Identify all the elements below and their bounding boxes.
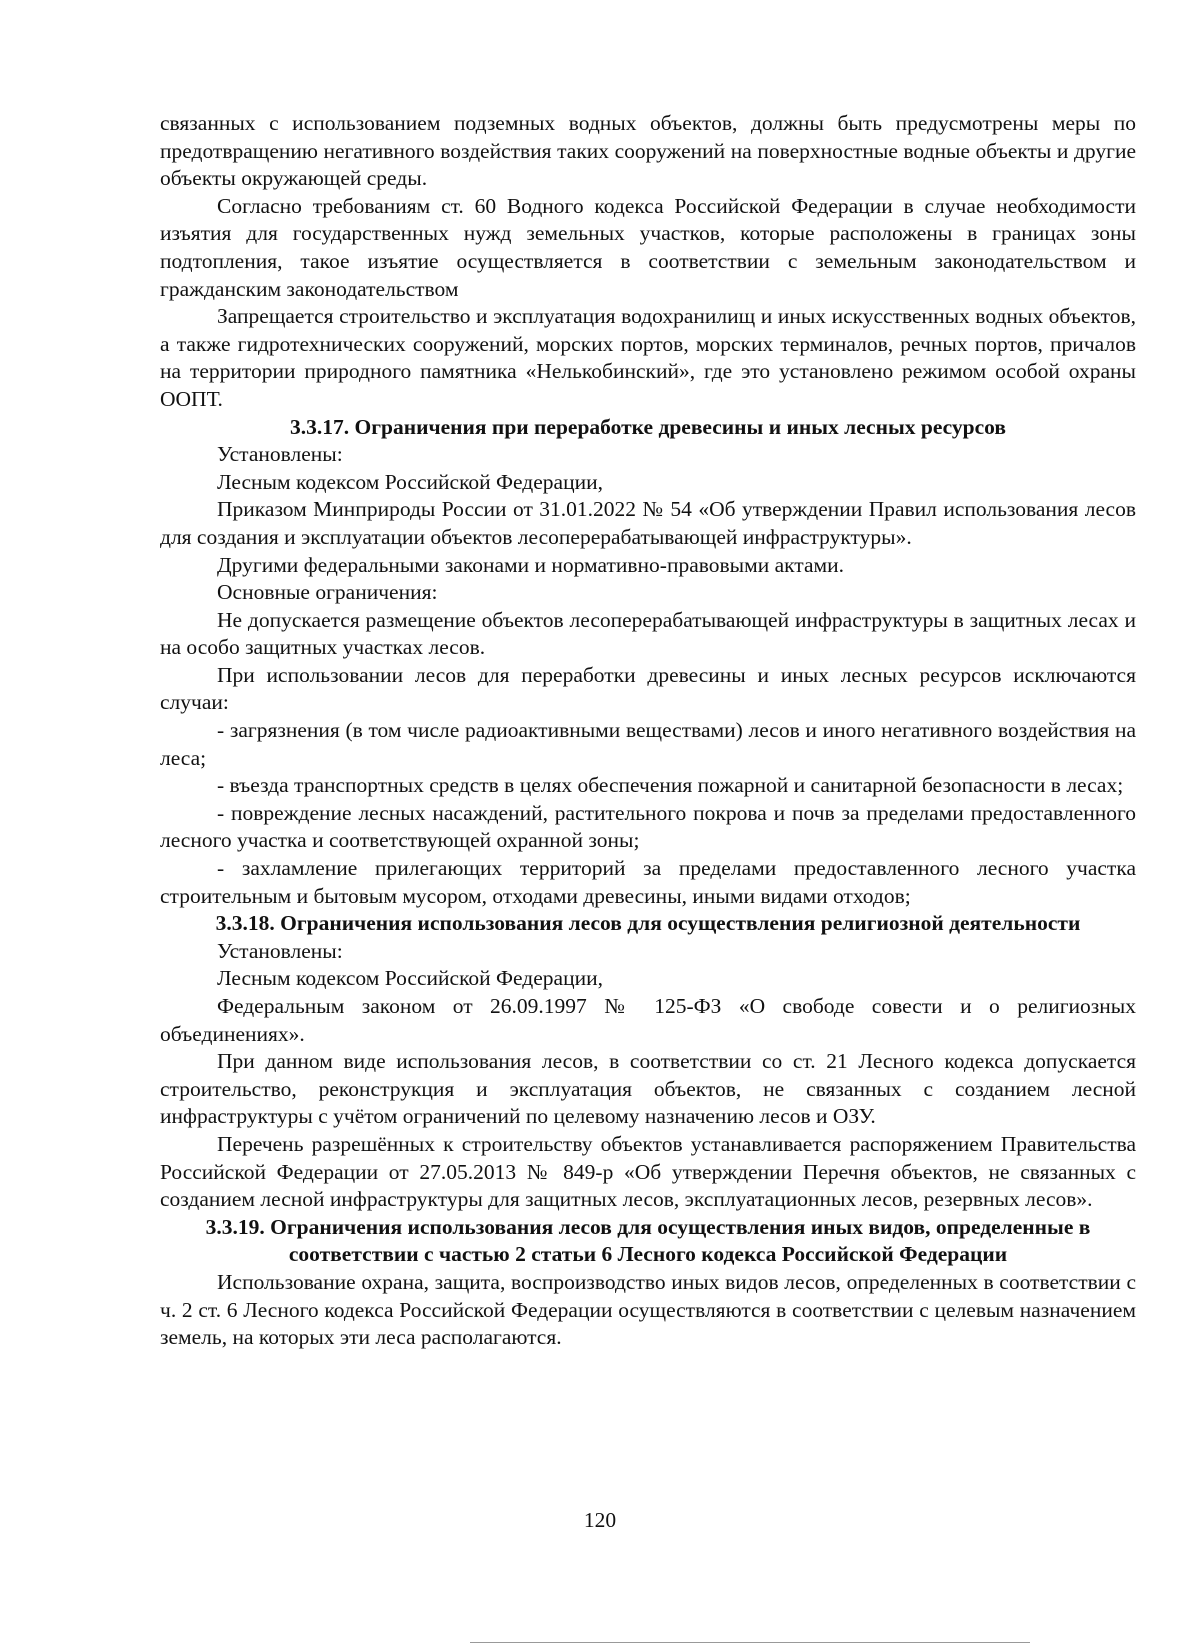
section-heading-3-3-19: 3.3.19. Ограничения использования лесов для осуществления иных видов, определенные в соответствии с частью 2 статьи 6 Лесного кодекса Российской Федерации <box>205 1214 1091 1267</box>
list-item: - загрязнения (в том числе радиоактивными веществами) лесов и иного негативного воздействия на леса; <box>160 718 1136 770</box>
paragraph: Лесным кодексом Российской Федерации, <box>217 469 603 494</box>
paragraph: Не допускается размещение объектов лесоперерабатывающей инфраструктуры в защитных лесах и на особо защитных участках лесов. <box>160 607 1136 660</box>
document-body <box>160 110 1136 1352</box>
paragraph-water-code: Согласно требованиям ст. 60 Водного кодекса Российской Федерации в случае необходимости изъятия для государственных нужд земельных участков, которые расположены в границах зоны подтопления, такое изъятие осуществляется в соответствии с земельным законодательством и гражданским законодательством <box>160 193 1136 301</box>
paragraph: Основные ограничения: <box>217 580 438 605</box>
list-item: - повреждение лесных насаждений, растительного покрова и почв за пределами предоставленного лесного участка и соответствующей охранной зоны; <box>160 800 1136 853</box>
page-number: 120 <box>583 1508 617 1532</box>
paragraph: При использовании лесов для переработки древесины и иных лесных ресурсов исключаются случаи: <box>160 662 1136 715</box>
paragraph: Использование охрана, защита, воспроизводство иных видов лесов, определенных в соответствии с ч. 2 ст. 6 Лесного кодекса Российской Федерации осуществляются в соответствии с целевым назначением земель, на которых эти леса располагаются. <box>160 1269 1136 1350</box>
list-item: - въезда транспортных средств в целях обеспечения пожарной и санитарной безопасности в лесах; <box>217 773 1124 798</box>
paragraph-prohibition: Запрещается строительство и эксплуатация водохранилищ и иных искусственных водных объектов, а также гидротехнических сооружений, морских портов, морских терминалов, речных портов, причалов на территории природного памятника «Нелькобинский», где это установлено режимом особой охраны ООПТ. <box>160 304 1136 411</box>
paragraph: Установлены: <box>217 442 343 467</box>
paragraph: Приказом Минприроды России от 31.01.2022 № 54 «Об утверждении Правил использования лесов для создания и эксплуатации объектов лесоперерабатывающей инфраструктуры». <box>160 497 1136 549</box>
paragraph-continuation: связанных с использованием подземных водных объектов, должны быть предусмотрены меры по предотвращению негативного воздействия таких сооружений на поверхностные водные объекты и другие объекты окружающей среды. <box>160 111 1136 191</box>
section-heading-3-3-17: 3.3.17. Ограничения при переработке древесины и иных лесных ресурсов <box>290 414 1006 439</box>
paragraph: Федеральным законом от 26.09.1997 № 125-ФЗ «О свободе совести и о религиозных объединениях». <box>160 994 1136 1046</box>
paragraph: Перечень разрешённых к строительству объектов устанавливается распоряжением Правительства Российской Федерации от 27.05.2013 № 849-р «Об утверждении Перечня объектов, не связанных с созданием лесной инфраструктуры для защитных лесов, эксплуатационных лесов, резервных лесов». <box>160 1131 1136 1212</box>
paragraph: Лесным кодексом Российской Федерации, <box>217 966 603 991</box>
paragraph: При данном виде использования лесов, в соответствии со ст. 21 Лесного кодекса допускается строительство, реконструкция и эксплуатация объектов, не связанных с созданием лесной инфраструктуры с учётом ограничений по целевому назначению лесов и ОЗУ. <box>160 1049 1136 1129</box>
paragraph: Другими федеральными законами и нормативно-правовыми актами. <box>217 552 844 577</box>
scan-edge-line <box>470 1642 1030 1643</box>
list-item: - захламление прилегающих территорий за пределами предоставленного лесного участка строительным и бытовым мусором, отходами древесины, иными видами отходов; <box>160 856 1136 908</box>
section-heading-3-3-18: 3.3.18. Ограничения использования лесов для осуществления религиозной деятельности <box>215 911 1081 936</box>
paragraph: Установлены: <box>217 938 343 963</box>
